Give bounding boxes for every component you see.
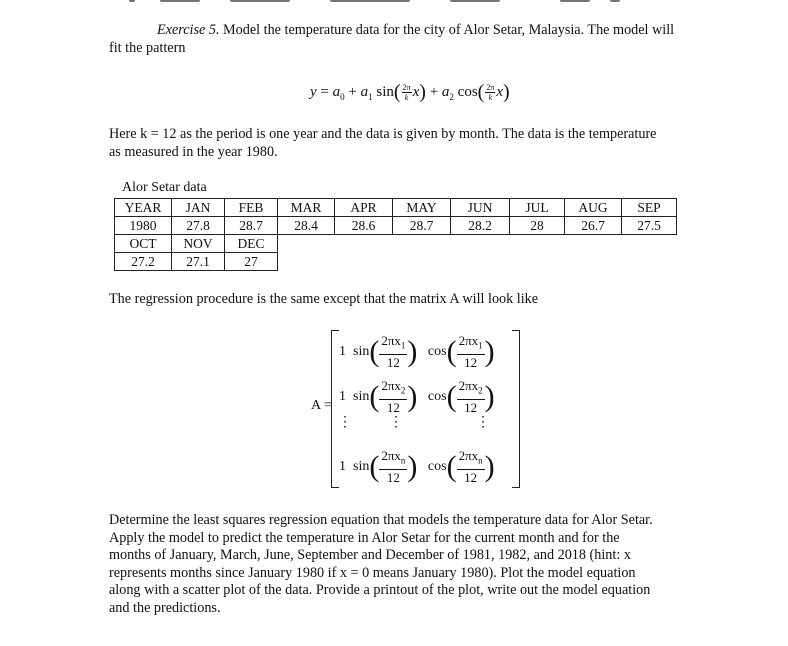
table-header-row (115, 235, 278, 253)
matrix-vdots-col2: ⋮ (389, 415, 403, 430)
intro-line2: fit the pattern (109, 39, 186, 56)
here-line1: Here k = 12 as the period is one year and the data is given by month. The data is the temperature (109, 126, 657, 142)
table-cell: 28.7 (393, 217, 451, 235)
matrix-label: A = (311, 398, 332, 413)
table-caption: Alor Setar data (122, 180, 207, 195)
table-cell: 27.8 (172, 217, 225, 235)
task-line: represents months since January 1980 if x = 0 means January 1980). Plot the model equation (109, 564, 636, 581)
period-paragraph (109, 126, 724, 161)
formula-fraction-cos: $\frac{2\pi}{k}$ (486, 83, 495, 102)
table-cell: JUN (451, 199, 510, 217)
intro-line1: Model the temperature data for the city of Alor Setar, Malaysia. The model will (219, 22, 675, 38)
table-cell: NOV (172, 235, 225, 253)
task-line: Determine the least squares regression equation that models the temperature data for Alor Setar. (109, 512, 653, 528)
exercise-intro (109, 22, 724, 57)
matrix-row-n: 1 sin( $\frac{2\pi x_n}{12}$ ) cos( $\frac{2\pi x_n}{12}$ ) (339, 448, 495, 485)
table-cell: JUL (510, 199, 565, 217)
task-line: and the predictions. (109, 599, 221, 616)
data-table-row1 (114, 198, 677, 235)
table-value-row (115, 217, 677, 235)
table-cell: 28.2 (451, 217, 510, 235)
matrix-vdots-col3: ⋮ (476, 415, 490, 430)
table-cell: 27 (225, 253, 278, 271)
table-cell: DEC (225, 235, 278, 253)
table-cell: AUG (565, 199, 622, 217)
table-cell: YEAR (115, 199, 172, 217)
table-header-row (115, 199, 677, 217)
exercise-label: Exercise 5. (157, 22, 220, 38)
table-cell: FEB (225, 199, 278, 217)
table-cell: APR (335, 199, 393, 217)
matrix-vdots-col1: ⋮ (338, 415, 352, 430)
table-cell: 1980 (115, 217, 172, 235)
matrix-row-2: 1 sin( $\frac{2\pi x_2}{12}$ ) cos( $\frac{2\pi x_2}{12}$ ) (339, 378, 495, 415)
regression-paragraph: The regression procedure is the same except that the matrix A will look like (109, 291, 539, 307)
table-cell: 27.5 (622, 217, 677, 235)
formula-fraction-sin: $\frac{2\pi}{k}$ (402, 83, 411, 102)
task-line: Apply the model to predict the temperature in Alor Setar for the current month and for the (109, 529, 620, 546)
table-cell: 28.6 (335, 217, 393, 235)
data-table-row2 (114, 234, 278, 271)
top-cutoff-marks (0, 0, 788, 4)
task-line: months of January, March, June, September and December of 1981, 1982, and 2018 (hint: x (109, 547, 631, 563)
matrix-left-bracket (331, 330, 339, 488)
task-line: along with a scatter plot of the data. Provide a printout of the plot, write out the model equation (109, 582, 651, 598)
table-cell: MAY (393, 199, 451, 217)
table-cell: SEP (622, 199, 677, 217)
table-value-row (115, 253, 278, 271)
here-line2: as measured in the year 1980. (109, 143, 278, 160)
matrix-row-1: 1 sin( $\frac{2\pi x_1}{12}$ ) cos( $\frac{2\pi x_1}{12}$ ) (339, 333, 495, 370)
table-cell: OCT (115, 235, 172, 253)
table-cell: 28 (510, 217, 565, 235)
table-cell: 26.7 (565, 217, 622, 235)
table-cell: JAN (172, 199, 225, 217)
table-cell: 27.2 (115, 253, 172, 271)
table-cell: 28.7 (225, 217, 278, 235)
task-paragraph (109, 512, 724, 617)
table-cell: 28.4 (278, 217, 335, 235)
model-formula: $y = a_0 + a_1$ sin( $\frac{2\pi}{k}$ $x) + a_2$ cos( $\frac{2\pi}{k}$ x) (310, 81, 510, 103)
table-cell: 27.1 (172, 253, 225, 271)
matrix-right-bracket (512, 330, 520, 488)
table-cell: MAR (278, 199, 335, 217)
